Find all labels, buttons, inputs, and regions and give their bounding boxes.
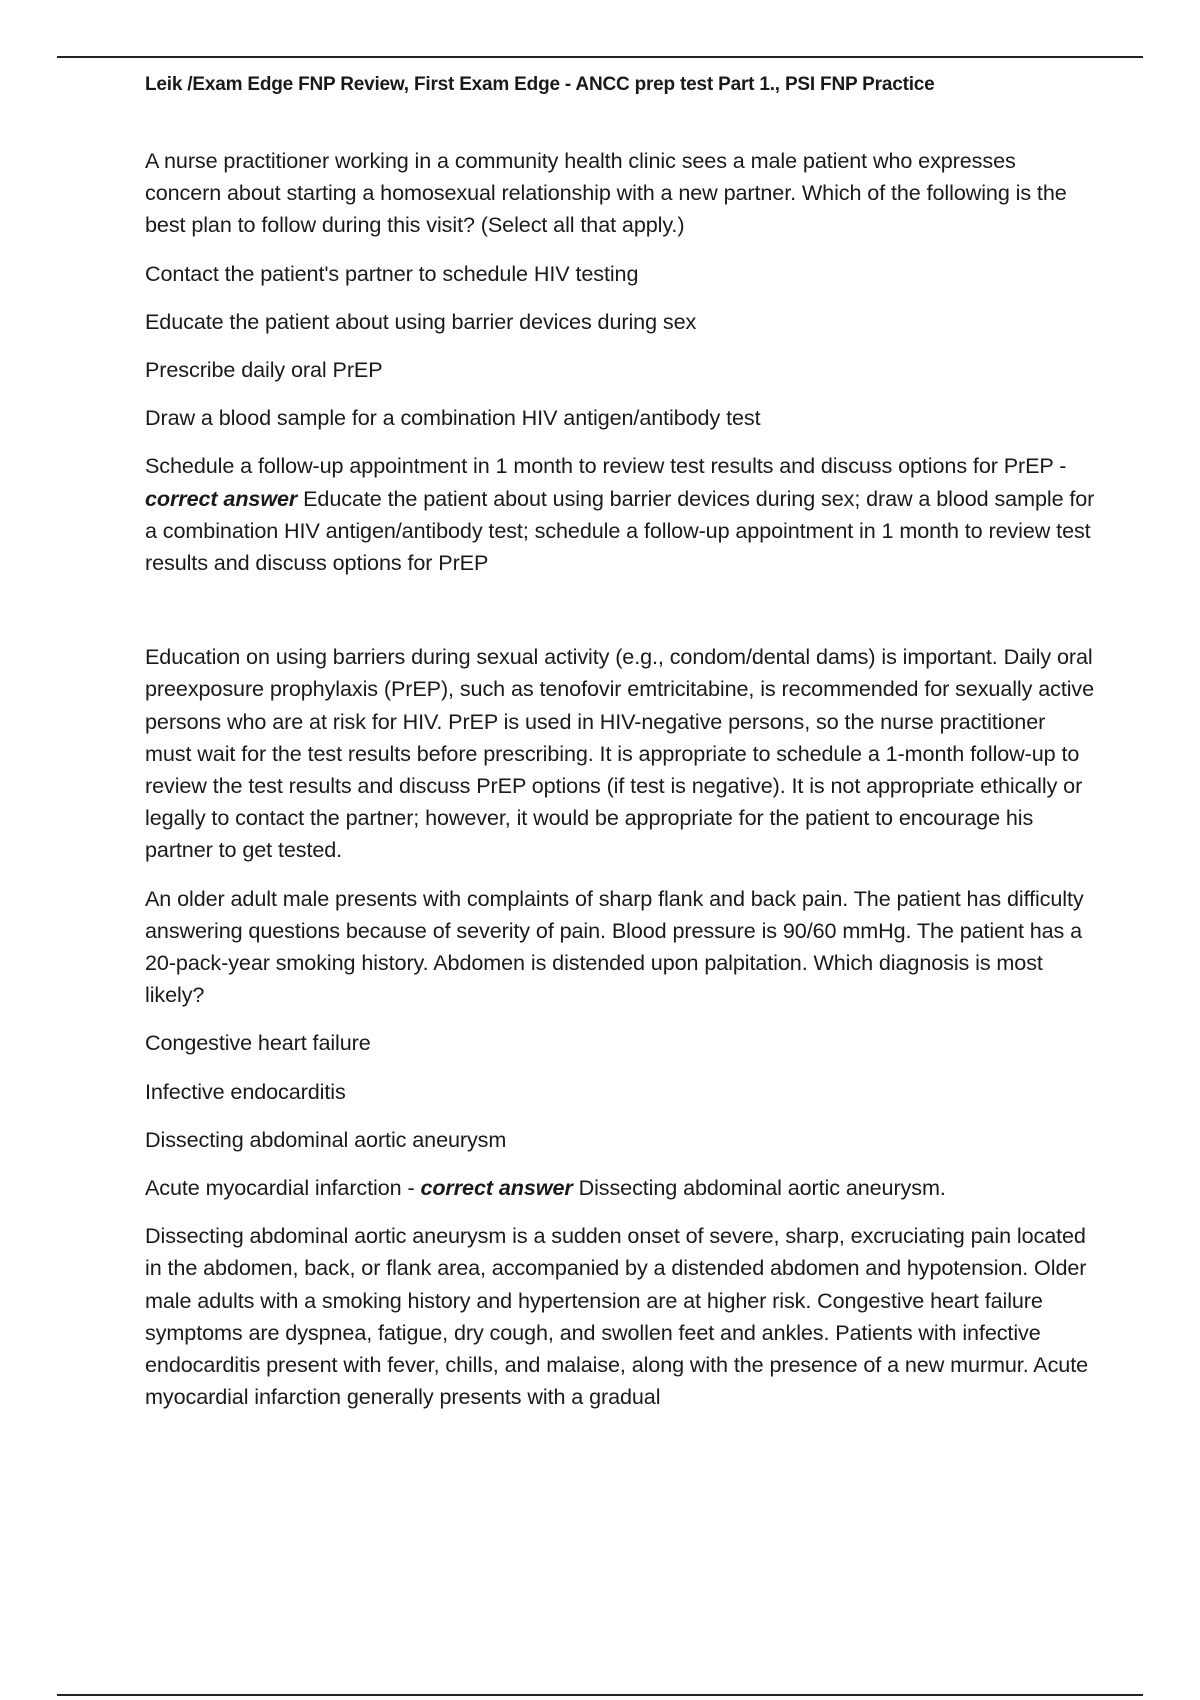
question-2-option-1: Congestive heart failure: [145, 1030, 371, 1056]
question-1-option-4: Draw a blood sample for a combination HIV antigen/antibody test: [145, 405, 761, 431]
question-1-answer: Educate the patient about using barrier devices during sex; draw a blood sample for a combination HIV antigen/antibody test; schedule a follow-up appointment in 1 month to review test results and discuss options for PrEP: [145, 485, 1095, 576]
question-1-option-3: Prescribe daily oral PrEP: [145, 357, 383, 383]
document-body: [145, 145, 1095, 1430]
question-2-option-2: Infective endocarditis: [145, 1078, 346, 1104]
question-2-rationale: Dissecting abdominal aortic aneurysm is a sudden onset of severe, sharp, excruciating pain located in the abdomen, back, or flank area, accompanied by a distended abdomen and hypotension. Older male adults with a smoking history and hypertension are at higher risk. Congestive heart failure symptoms are dyspnea, fatigue, dry cough, and swollen feet and ankles. Patients with infective endocarditis present with fever, chills, and malaise, along with the presence of a new murmur. Acute myocardial infarction generally presents with a gradual: [145, 1223, 1089, 1410]
question-1-rationale: Education on using barriers during sexual activity (e.g., condom/dental dams) is important. Daily oral preexposure prophylaxis (PrEP), such as tenofovir emtricitabine, is recommended for sexually active persons who are at risk for HIV. PrEP is used in HIV-negative persons, so the nurse practitioner must wait for the test results before prescribing. It is appropriate to schedule a 1-month follow-up to review the test results and discuss PrEP options (if test is negative). It is not appropriate ethically or legally to contact the partner; however, it would be appropriate for the patient to encourage his partner to get tested.: [145, 644, 1095, 863]
question-2-answer: Dissecting abdominal aortic aneurysm.: [572, 1175, 946, 1201]
question-2-text: An older adult male presents with complaints of sharp flank and back pain. The patient has difficulty answering questions because of severity of pain. Blood pressure is 90/60 mmHg. The patient has a 20-pack-year smoking history. Abdomen is distended upon palpitation. Which diagnosis is most likely?: [145, 885, 1084, 1008]
correct-answer-label: correct answer: [145, 485, 298, 511]
footer-rule: [57, 1694, 1143, 1696]
question-2-option-4: Acute myocardial infarction: [145, 1175, 402, 1201]
answer-separator: -: [1053, 453, 1067, 479]
header-rule: [57, 56, 1143, 58]
question-1-text: A nurse practitioner working in a community health clinic sees a male patient who expresses concern about starting a homosexual relationship with a new partner. Which of the following is the best plan to follow during this visit? (Select all that apply.): [145, 148, 1067, 238]
question-1-option-1: Contact the patient's partner to schedule HIV testing: [145, 260, 639, 286]
question-1-option-5-with-answer: [145, 450, 1095, 579]
answer-separator: -: [401, 1175, 421, 1201]
question-2-option-4-with-answer: [145, 1172, 1095, 1204]
question-1-option-2: Educate the patient about using barrier devices during sex: [145, 308, 697, 334]
question-1-option-5: Schedule a follow-up appointment in 1 month to review test results and discuss options for PrEP: [145, 453, 1054, 479]
page-header: Leik /Exam Edge FNP Review, First Exam Edge - ANCC prep test Part 1., PSI FNP Practice: [145, 74, 935, 95]
correct-answer-label: correct answer: [420, 1175, 573, 1201]
question-2-option-3: Dissecting abdominal aortic aneurysm: [145, 1126, 507, 1152]
